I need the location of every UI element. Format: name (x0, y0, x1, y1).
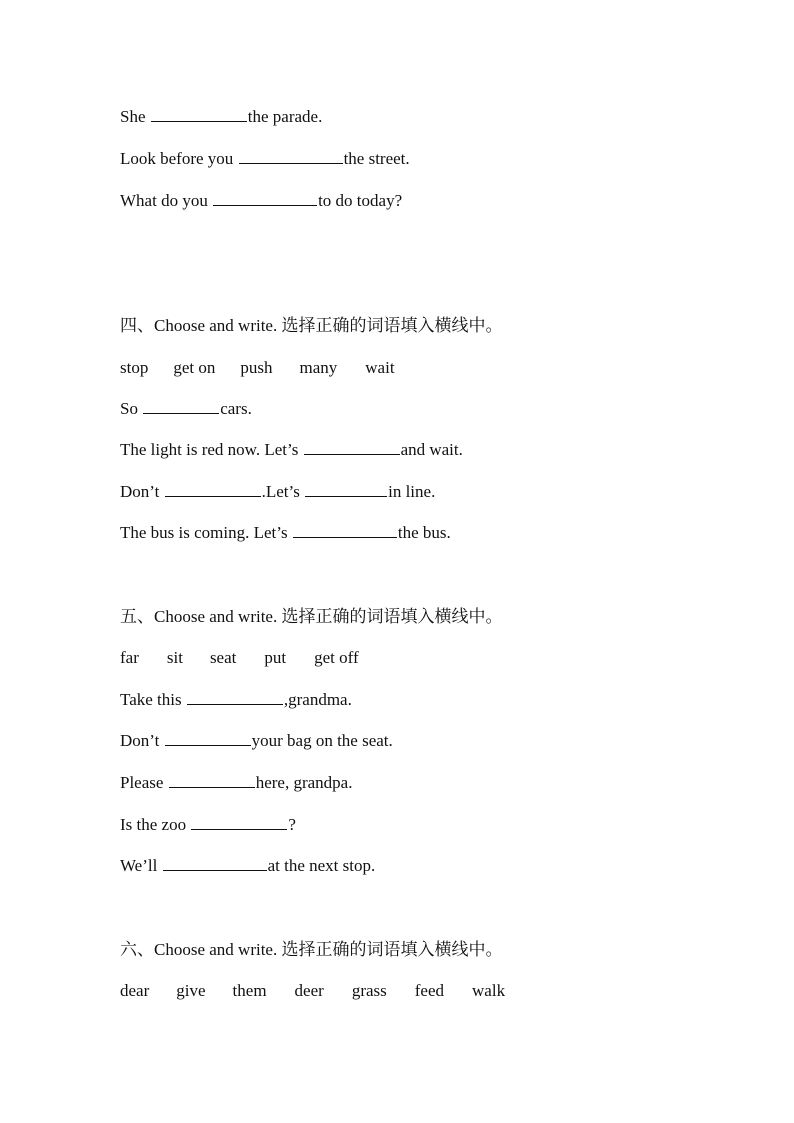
word-bank-item: dear (120, 981, 150, 1000)
s3-question-1: She the parade. (120, 107, 323, 126)
word-bank-item: wait (365, 358, 395, 377)
answer-blank[interactable] (169, 773, 255, 788)
word-bank-item: put (264, 648, 287, 667)
s4-question-3: Don’t .Let’s in line. (120, 482, 436, 501)
s4-question-2: The light is red now. Let’s and wait. (120, 440, 463, 459)
word-bank-item: give (176, 981, 206, 1000)
section-5-word-bank (120, 648, 359, 668)
word-bank-item: many (299, 358, 338, 377)
word-bank-item: get off (314, 648, 359, 667)
word-bank-item: walk (472, 981, 506, 1000)
answer-blank[interactable] (187, 690, 283, 705)
answer-blank[interactable] (213, 191, 317, 206)
s5-question-5: We’ll at the next stop. (120, 856, 376, 875)
s5-question-4: Is the zoo ? (120, 815, 296, 834)
s3-question-3: What do you to do today? (120, 191, 403, 210)
s5-question-3: Please here, grandpa. (120, 773, 353, 792)
s5-question-2: Don’t your bag on the seat. (120, 731, 393, 750)
s4-question-4: The bus is coming. Let’s the bus. (120, 523, 451, 542)
answer-blank[interactable] (304, 440, 400, 455)
answer-blank[interactable] (165, 482, 261, 497)
word-bank-item: sit (166, 648, 183, 667)
s4-question-1: So cars. (120, 399, 252, 418)
answer-blank[interactable] (163, 856, 267, 871)
section-4-title: 四、Choose and write. 选择正确的词语填入横线中。 (120, 316, 503, 335)
section-4-word-bank (120, 358, 395, 378)
answer-blank[interactable] (239, 149, 343, 164)
section-6-word-bank (120, 981, 505, 1001)
word-bank-item: seat (209, 648, 237, 667)
word-bank-item: push (240, 358, 273, 377)
section-6-title: 六、Choose and write. 选择正确的词语填入横线中。 (120, 940, 503, 959)
word-bank-item: far (120, 648, 139, 667)
word-bank-item: get on (173, 358, 216, 377)
word-bank-item: grass (351, 981, 387, 1000)
s3-question-2: Look before you the street. (120, 149, 410, 168)
s5-question-1: Take this ,grandma. (120, 690, 352, 709)
word-bank-item: deer (294, 981, 324, 1000)
answer-blank[interactable] (305, 482, 387, 497)
answer-blank[interactable] (191, 815, 287, 830)
answer-blank[interactable] (151, 107, 247, 122)
answer-blank[interactable] (165, 731, 251, 746)
word-bank-item: feed (414, 981, 445, 1000)
word-bank-item: stop (120, 358, 149, 377)
answer-blank[interactable] (143, 399, 219, 414)
answer-blank[interactable] (293, 523, 397, 538)
section-5-title: 五、Choose and write. 选择正确的词语填入横线中。 (120, 607, 503, 626)
word-bank-item: them (232, 981, 267, 1000)
